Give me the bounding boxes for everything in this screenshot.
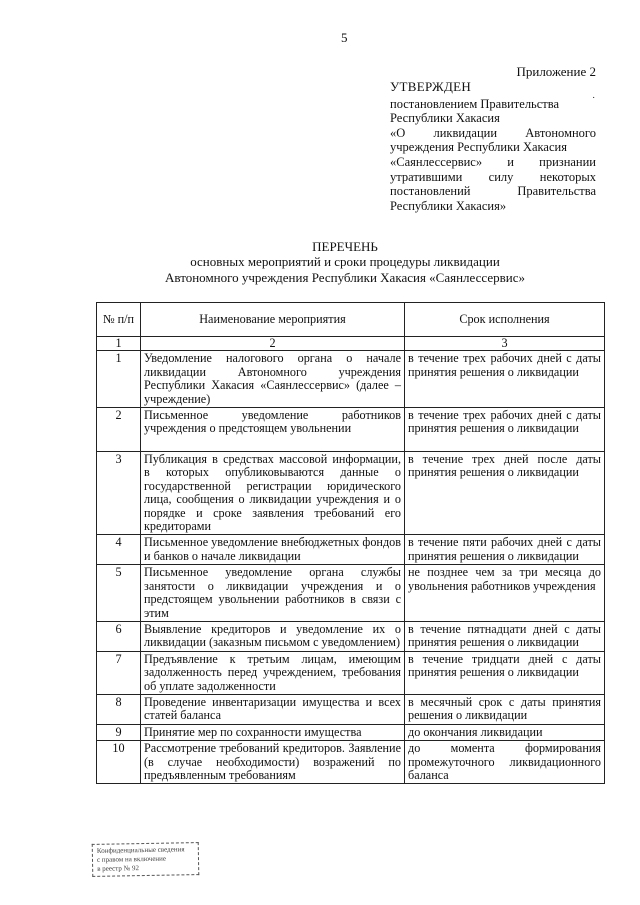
row-number: 6: [97, 621, 141, 651]
measures-table: [96, 302, 605, 784]
measure-name: Проведение инвентаризации имущества и всех статей баланса: [141, 694, 405, 724]
document-title: [80, 239, 610, 285]
stamp-line: с правом на включение: [96, 854, 167, 864]
approval-line: постановлением Правительства: [390, 96, 560, 111]
header-num: № п/п: [97, 303, 141, 337]
table-row: [97, 694, 605, 724]
copy-stamp: [92, 842, 200, 877]
measure-name: Принятие мер по сохранности имущества: [141, 724, 405, 740]
title-subtitle-1: основных мероприятий и сроки процедуры ликвидации: [190, 254, 500, 270]
table-row: [97, 408, 605, 452]
approval-line: утратившими силу некоторых: [390, 169, 596, 184]
measure-name: Письменное уведомление органа службы занятости о ликвидации учреждения и о предстоящем увольнении работников в связи с этим: [141, 565, 405, 622]
measure-term: в течение трех рабочих дней с даты принятия решения о ликвидации: [405, 408, 605, 452]
row-number: 5: [97, 565, 141, 622]
measure-term: до окончания ликвидации: [405, 724, 605, 740]
row-number: 4: [97, 535, 141, 565]
table-row: [97, 651, 605, 694]
table-row: [97, 351, 605, 408]
measure-term: в месячный срок с даты принятия решения о ликвидации: [405, 694, 605, 724]
table-row: [97, 621, 605, 651]
row-number: 1: [97, 351, 141, 408]
table-row: [97, 565, 605, 622]
title-heading: ПЕРЕЧЕНЬ: [312, 239, 378, 254]
measure-term: до момента формирования промежуточного ликвидационного баланса: [405, 741, 605, 784]
stray-mark: ˙: [592, 96, 596, 107]
table-row: [97, 741, 605, 784]
approval-line: Республики Хакасия: [390, 111, 500, 126]
column-index: 3: [405, 337, 605, 351]
table-row: [97, 724, 605, 740]
table-row: [97, 452, 605, 535]
row-number: 3: [97, 452, 141, 535]
approval-line: «Саянлессервис» и признании: [390, 154, 596, 169]
column-index: 2: [141, 337, 405, 351]
table-row: [97, 535, 605, 565]
measure-term: в течение пяти рабочих дней с даты принятия решения о ликвидации: [405, 535, 605, 565]
measure-name: Письменное уведомление работников учреждения о предстоящем увольнении: [141, 408, 405, 452]
measure-term: не позднее чем за три месяца до увольнения работников учреждения: [405, 565, 605, 622]
approval-body: [390, 97, 596, 214]
measure-name: Предъявление к третьим лицам, имеющим задолженность перед учреждением, требования об уплате задолженности: [141, 651, 405, 694]
column-index-row: [97, 337, 605, 351]
measure-name: Письменное уведомление внебюджетных фондов и банков о начале ликвидации: [141, 535, 405, 565]
measure-term: в течение трех рабочих дней с даты принятия решения о ликвидации: [405, 351, 605, 408]
measure-term: в течение тридцати дней с даты принятия решения о ликвидации: [405, 651, 605, 694]
title-subtitle-2: Автономного учреждения Республики Хакасия «Саянлессервис»: [165, 269, 525, 285]
row-number: 9: [97, 724, 141, 740]
page-number: 5: [341, 30, 348, 45]
measure-term: в течение трех дней после даты принятия решения о ликвидации: [405, 452, 605, 535]
measure-name: Рассмотрение требований кредиторов. Заявление (в случае необходимости) возражений по предъявленным требованиям: [141, 741, 405, 784]
row-number: 2: [97, 408, 141, 452]
measure-name: Публикация в средствах массовой информации, в которых опубликовываются данные о государственной регистрации юридического лица, сообщения о ликвидации учреждения и о порядке и сроке заявления требований его кредиторами: [141, 452, 405, 535]
approval-block: [390, 80, 596, 213]
approval-line: учреждения Республики Хакасия: [390, 140, 567, 155]
appendix-label: Приложение 2: [516, 64, 596, 79]
approved-heading: УТВЕРЖДЕН: [390, 79, 472, 94]
row-number: 7: [97, 651, 141, 694]
approval-line: «О ликвидации Автономного: [390, 125, 596, 140]
measure-term: в течение пятнадцати дней с даты принятия решения о ликвидации: [405, 621, 605, 651]
row-number: 8: [97, 694, 141, 724]
table-header-row: [97, 303, 605, 337]
measure-name: Уведомление налогового органа о начале ликвидации Автономного учреждения Республики Хакасия «Саянлессервис» (далее – учреждение): [141, 351, 405, 408]
row-number: 10: [97, 741, 141, 784]
approval-line: Республики Хакасия»: [390, 198, 507, 213]
approval-line: постановлений Правительства: [390, 184, 596, 199]
stamp-line: Конфиденциальные сведения: [96, 845, 185, 855]
header-name: Наименование мероприятия: [141, 303, 405, 337]
column-index: 1: [97, 337, 141, 351]
stamp-line: в реестр № 92: [97, 864, 140, 873]
measure-name: Выявление кредиторов и уведомление их о ликвидации (заказным письмом с уведомлением): [141, 621, 405, 651]
header-term: Срок исполнения: [405, 303, 605, 337]
